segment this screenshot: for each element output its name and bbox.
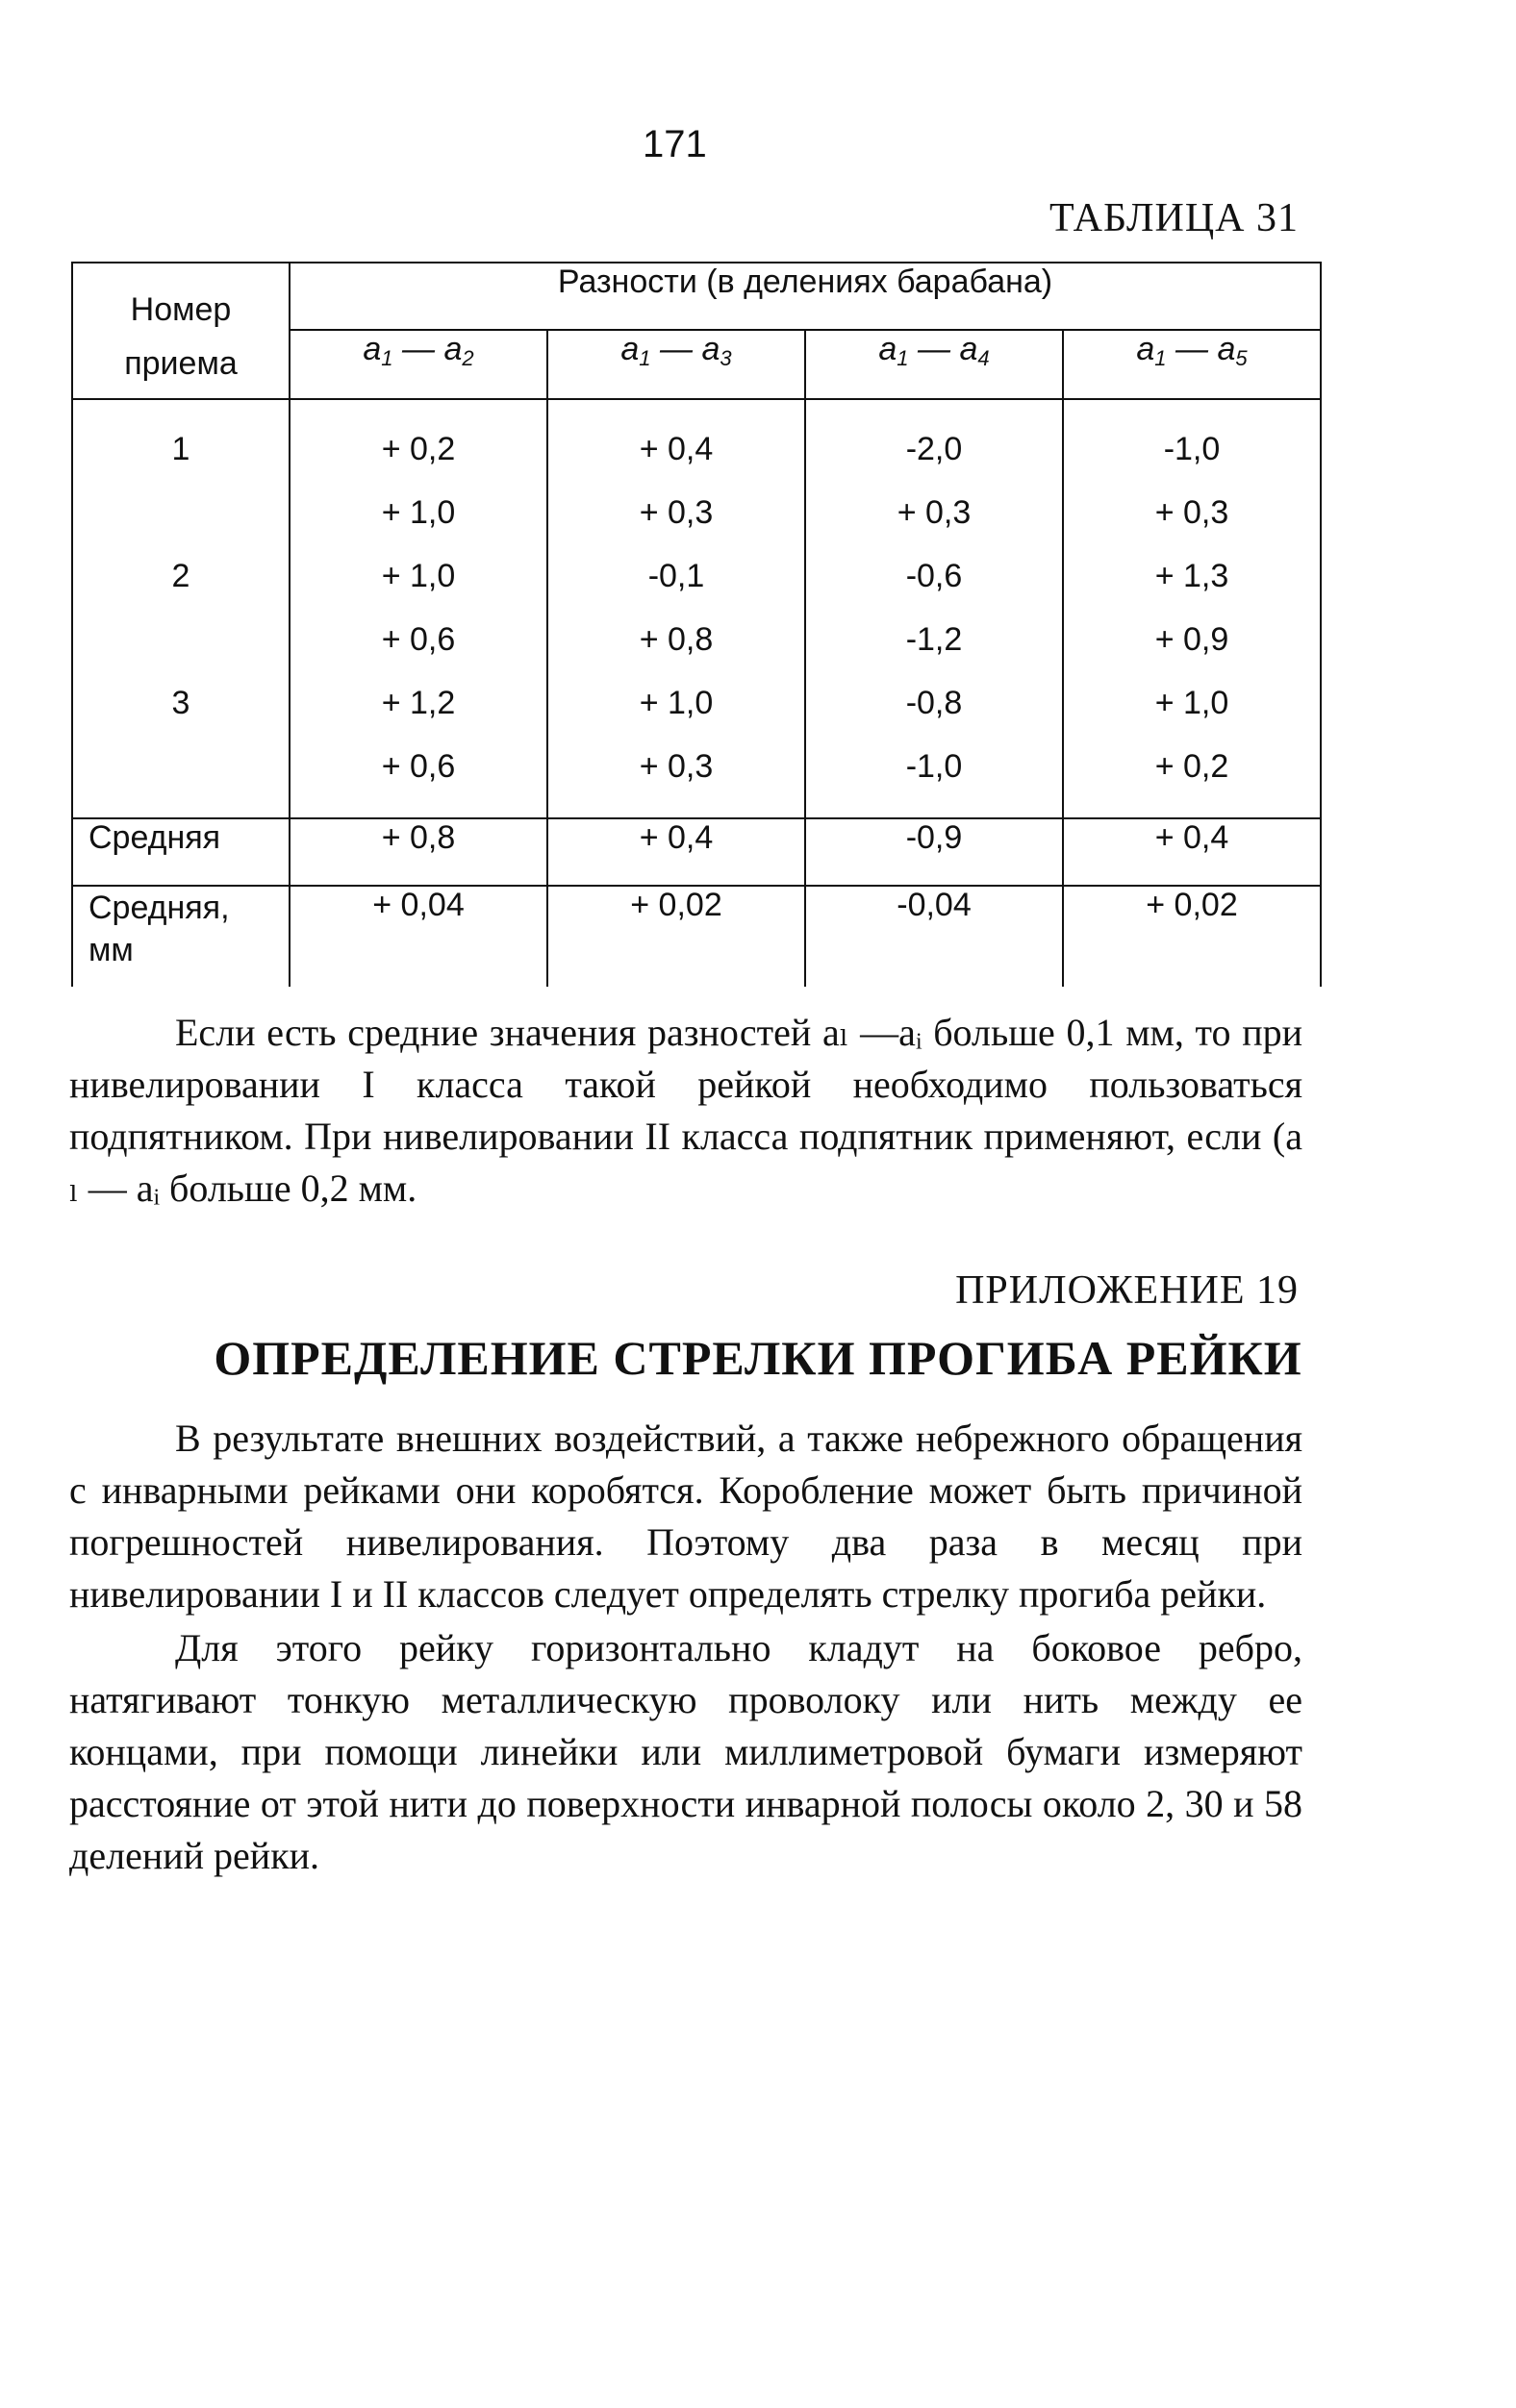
table-cell: -1,0 — [805, 735, 1063, 818]
row-label — [72, 608, 290, 671]
differences-table — [71, 262, 1322, 987]
table-cell: + 1,3 — [1063, 544, 1321, 608]
header-group: Разности (в делениях барабана) — [290, 263, 1321, 330]
row-label — [72, 481, 290, 544]
column-header: $a_1$ — $a_5$ — [1063, 330, 1321, 399]
paragraph-warping: В результате внешних воздействий, а также небрежного обращения с инварными рейками они коробятся. Коробление может быть причиной погрешностей нивелирования. Поэтому два раза в месяц при нивелировании I и II классов следует определять стрелку прогиба рейки. — [69, 1417, 1302, 1616]
table-cell: + 0,02 — [1063, 886, 1321, 987]
section-title: ОПРЕДЕЛЕНИЕ СТРЕЛКИ ПРОГИБА РЕЙКИ — [214, 1331, 1302, 1385]
table-cell: + 0,3 — [805, 481, 1063, 544]
table-row — [72, 671, 1321, 735]
table-cell: + 0,2 — [290, 399, 547, 481]
table-cell: + 1,2 — [290, 671, 547, 735]
table-cell: -0,04 — [805, 886, 1063, 987]
table-cell: + 0,3 — [547, 481, 805, 544]
table-cell: + 0,9 — [1063, 608, 1321, 671]
table-row — [72, 481, 1321, 544]
mean-row — [72, 818, 1321, 886]
table-header-row — [72, 263, 1321, 330]
row-label: 3 — [72, 671, 290, 735]
row-label — [72, 735, 290, 818]
table-row — [72, 608, 1321, 671]
table-cell: + 0,3 — [1063, 481, 1321, 544]
mean-label: Средняя — [72, 818, 290, 886]
table-cell: + 1,0 — [290, 481, 547, 544]
table-cell: + 1,0 — [290, 544, 547, 608]
table-cell: + 1,0 — [1063, 671, 1321, 735]
table-cell: + 0,04 — [290, 886, 547, 987]
table-cell: + 0,8 — [290, 818, 547, 886]
table-cell: + 0,2 — [1063, 735, 1321, 818]
table-cell: + 1,0 — [547, 671, 805, 735]
paragraph-mean-differences: Если есть средние значения разностей aₗ —aᵢ больше 0,1 мм, то при нивелировании I класса такой рейкой необходимо пользоваться подпятником. При нивелировании II класса подпятник применяют, если (a ₗ — aᵢ больше 0,2 мм. — [69, 1011, 1302, 1210]
header-reception-number — [72, 263, 290, 399]
table-cell: + 0,4 — [547, 818, 805, 886]
paragraph-measurement: Для этого рейку горизонтально кладут на боковое ребро, натягивают тонкую металлическую проволоку или нить между ее концами, при помощи линейки или миллиметровой бумаги измеряют расстояние от этой нити до поверхности инварной полосы около 2, 30 и 58 делений рейки. — [69, 1626, 1302, 1877]
table-cell: + 0,8 — [547, 608, 805, 671]
table-row — [72, 735, 1321, 818]
column-header: $a_1$ — $a_2$ — [290, 330, 547, 399]
table-cell: -0,8 — [805, 671, 1063, 735]
row-label: 1 — [72, 399, 290, 481]
table-cell: + 0,02 — [547, 886, 805, 987]
table-row — [72, 399, 1321, 481]
column-header: $a_1$ — $a_4$ — [805, 330, 1063, 399]
row-label: 2 — [72, 544, 290, 608]
table-cell: + 0,6 — [290, 735, 547, 818]
mean-mm-label — [72, 886, 290, 987]
table-cell: + 0,6 — [290, 608, 547, 671]
table-cell: -1,2 — [805, 608, 1063, 671]
header-left-line-1: Номер — [130, 291, 232, 328]
table-cell: -1,0 — [1063, 399, 1321, 481]
table-cell: -0,9 — [805, 818, 1063, 886]
table-cell: -0,6 — [805, 544, 1063, 608]
table-cell: + 0,4 — [1063, 818, 1321, 886]
page-number: 171 — [643, 123, 707, 165]
table-row — [72, 544, 1321, 608]
table-cell: + 0,4 — [547, 399, 805, 481]
table-caption: ТАБЛИЦА 31 — [1049, 196, 1299, 240]
appendix-label: ПРИЛОЖЕНИЕ 19 — [955, 1268, 1299, 1313]
table-cell: -0,1 — [547, 544, 805, 608]
header-left-line-2: приема — [124, 345, 238, 382]
mean-mm-row — [72, 886, 1321, 987]
mean-mm-label-line-2: мм — [88, 932, 134, 968]
table-cell: + 0,3 — [547, 735, 805, 818]
column-header: $a_1$ — $a_3$ — [547, 330, 805, 399]
mean-mm-label-line-1: Средняя, — [88, 890, 230, 926]
table-cell: -2,0 — [805, 399, 1063, 481]
